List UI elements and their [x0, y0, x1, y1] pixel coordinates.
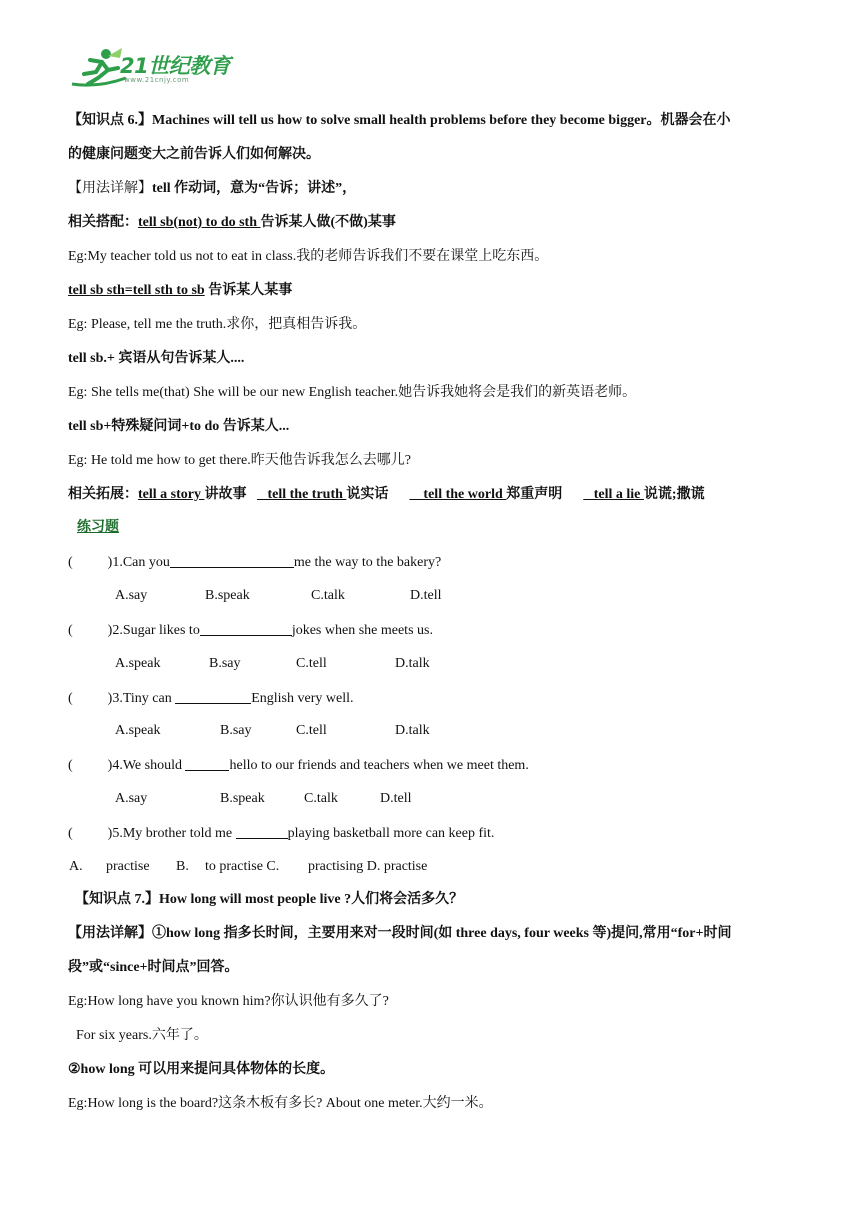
option-c: C.talk [311, 588, 345, 603]
question-5 [68, 824, 494, 843]
answer-blank[interactable] [185, 756, 229, 771]
kp7-usage-line2: 段”或“since+时间点”回答。 [68, 960, 239, 975]
kp6-collocation [68, 214, 396, 232]
question-stem-before: 1.Can you [112, 555, 170, 570]
question-stem-after: hello to our friends and teachers when we meet them. [229, 758, 529, 773]
option-c: C.tell [296, 656, 327, 671]
ext-meaning-3: 郑重声明 [506, 487, 563, 502]
option-d: D.talk [395, 723, 430, 738]
practice-title: 练习题 [77, 520, 119, 535]
answer-paren: ( ) [68, 555, 113, 570]
option-b: B.speak [205, 588, 250, 603]
answer-blank[interactable] [236, 824, 288, 839]
ext-meaning-4: 说谎;撒谎 [643, 487, 705, 502]
option-a: A.speak [115, 723, 161, 738]
option-b: B.speak [220, 791, 265, 806]
ext-term-3: tell the world [409, 487, 507, 502]
ext-head: 相关拓展： [68, 487, 138, 502]
option-d: D.tell [380, 791, 412, 806]
question-stem-after: playing basketball more can keep fit. [287, 826, 495, 841]
kp7-answer-1: For six years.六年了。 [76, 1028, 208, 1043]
collocation-term: tell sb(not) to do sth [138, 215, 261, 230]
kp6-extension [68, 486, 705, 504]
question-stem-after: jokes when she meets us. [291, 623, 433, 638]
answer-paren: ( ) [68, 826, 113, 841]
question-2 [68, 621, 433, 640]
usage-body: tell 作动词，意为“告诉；讲述”， [152, 181, 357, 196]
collocation-meaning: 告诉某人做(不做)某事 [260, 215, 396, 230]
kp6-pattern-3: tell sb.+ 宾语从句告诉某人.... [68, 351, 245, 366]
collocation-head: 相关搭配： [68, 215, 138, 230]
kp7-title: 【知识点 7.】How long will most people live ?人们将会活多久？ [75, 892, 464, 907]
question-stem-before: 4.We should [112, 758, 186, 773]
kp6-title-line1: 【知识点 6.】Machines will tell us how to solve small health problems before they become bigger。机器会在小 [68, 113, 731, 128]
question-3 [68, 689, 353, 708]
kp6-pattern-2 [68, 282, 292, 300]
option-b-text: to practise C. [205, 859, 280, 874]
kp7-example-1: Eg:How long have you known him?你认识他有多久了? [68, 994, 389, 1009]
usage-head: 【用法详解】 [68, 181, 152, 196]
answer-blank[interactable] [200, 621, 292, 636]
option-b: B.say [209, 656, 241, 671]
kp7-usage-line1: 【用法详解】①how long 指多长时间，主要用来对一段时间(如 three days, four weeks 等)提问,常用“for+时间 [68, 926, 732, 941]
kp7-usage-2: ②how long 可以用来提问具体物体的长度。 [68, 1062, 335, 1077]
question-stem-after: me the way to the bakery? [293, 555, 442, 570]
option-d: D.talk [395, 656, 430, 671]
answer-blank[interactable] [170, 553, 294, 568]
option-a: A.speak [115, 656, 161, 671]
option-b: B. [176, 859, 189, 874]
question-stem-before: 5.My brother told me [112, 826, 236, 841]
question-stem-before: 2.Sugar likes to [112, 623, 200, 638]
option-a: A.say [115, 588, 148, 603]
kp6-example-2: Eg: Please, tell me the truth.求你，把真相告诉我。 [68, 317, 367, 332]
question-stem-after: English very well. [251, 691, 354, 706]
option-a: A. [69, 859, 83, 874]
question-stem-before: 3.Tiny can [112, 691, 176, 706]
pattern2-term: tell sb sth=tell sth to sb [68, 283, 205, 298]
answer-blank[interactable] [175, 689, 251, 704]
pattern2-meaning: 告诉某人某事 [204, 283, 293, 298]
kp6-usage [68, 180, 356, 198]
kp6-title-line2: 的健康问题变大之前告诉人们如何解决。 [68, 147, 320, 162]
option-c: C.talk [304, 791, 338, 806]
option-a-text: practise [106, 859, 150, 874]
ext-meaning-2: 说实话 [346, 487, 389, 502]
kp7-example-2: Eg:How long is the board?这条木板有多长? About one meter.大约一米。 [68, 1096, 493, 1111]
answer-paren: ( ) [68, 623, 113, 638]
kp6-example-4: Eg: He told me how to get there.昨天他告诉我怎么去哪儿? [68, 453, 411, 468]
ext-term-1: tell a story [138, 487, 205, 502]
ext-term-4: tell a lie [583, 487, 644, 502]
option-c: C.tell [296, 723, 327, 738]
ext-term-2: tell the truth [256, 487, 347, 502]
answer-paren: ( ) [68, 691, 113, 706]
option-a: A.say [115, 791, 148, 806]
option-c-text: practising D. practise [308, 859, 428, 874]
answer-paren: ( ) [68, 758, 113, 773]
kp6-example-1: Eg:My teacher told us not to eat in class.我的老师告诉我们不要在课堂上吃东西。 [68, 249, 549, 264]
kp6-example-3: Eg: She tells me(that) She will be our new English teacher.她告诉我她将会是我们的新英语老师。 [68, 385, 637, 400]
option-d: D.tell [410, 588, 442, 603]
ext-meaning-1: 讲故事 [204, 487, 247, 502]
logo-text: 21世纪教育 [120, 54, 231, 78]
kp6-pattern-4: tell sb+特殊疑问词+to do 告诉某人... [68, 419, 290, 434]
question-4 [68, 756, 529, 775]
question-1 [68, 553, 441, 572]
option-b: B.say [220, 723, 252, 738]
logo-subtext: www.21cnjy.com [124, 76, 190, 84]
